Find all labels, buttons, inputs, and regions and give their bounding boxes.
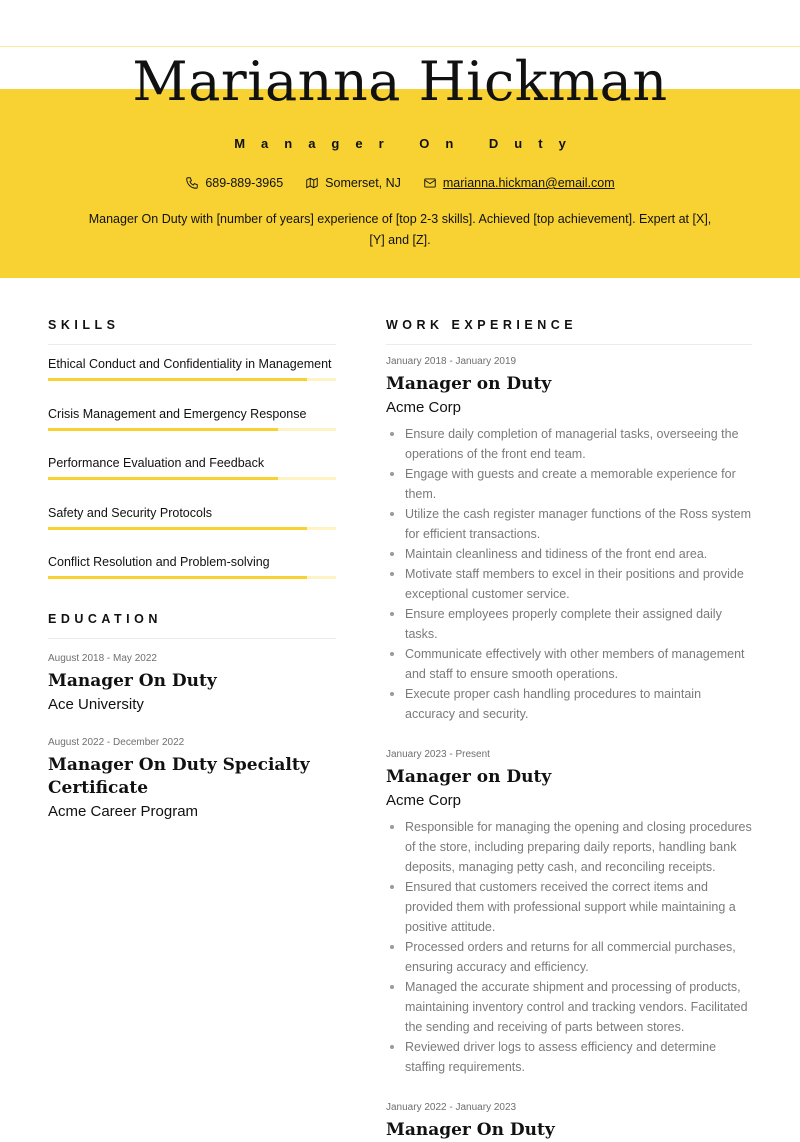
candidate-name: Marianna Hickman xyxy=(132,50,668,113)
bullet-list xyxy=(386,817,752,1077)
skill-level-fill xyxy=(48,477,278,480)
experience-heading: WORK EXPERIENCE xyxy=(386,318,752,345)
phone-text: 689-889-3965 xyxy=(205,176,284,190)
skill-name: Performance Evaluation and Feedback xyxy=(48,456,265,470)
skill-name: Conflict Resolution and Problem-solving xyxy=(48,555,270,569)
skills-list xyxy=(48,356,336,604)
right-column xyxy=(386,318,752,1142)
bullet-item: Processed orders and returns for all commercial purchases, ensuring accuracy and efficiency. xyxy=(386,937,752,977)
bullet-item: Maintain cleanliness and tidiness of the front end area. xyxy=(386,544,752,564)
contact-phone xyxy=(185,176,283,190)
bullet-item: Reviewed driver logs to assess efficiency and determine staffing requirements. xyxy=(386,1037,752,1077)
bullet-item: Responsible for managing the opening and closing procedures of the store, including preparing daily reports, handling bank deposits, managing petty cash, and reconciling receipts. xyxy=(386,817,752,877)
skill-level-fill xyxy=(48,527,307,530)
bullet-item: Execute proper cash handling procedures to maintain accuracy and security. xyxy=(386,684,752,724)
skill-level-bar xyxy=(48,477,336,480)
bullet-item: Ensure daily completion of managerial tasks, overseeing the operations of the front end team. xyxy=(386,424,752,464)
work-entry xyxy=(386,748,752,1077)
entry-date: August 2022 - December 2022 xyxy=(48,736,185,748)
contact-email[interactable] xyxy=(423,176,615,190)
entry-title: Manager On Duty Specialty Certificate xyxy=(48,754,310,798)
map-icon xyxy=(305,176,319,190)
skill-level-bar xyxy=(48,378,336,381)
bullet-item: Communicate effectively with other members of management and staff to ensure smooth operations. xyxy=(386,644,752,684)
skill-item xyxy=(48,406,336,456)
contact-row xyxy=(0,176,800,190)
bullet-list xyxy=(386,424,752,724)
education-entry xyxy=(48,736,336,822)
education-section xyxy=(48,612,336,822)
work-entry xyxy=(386,355,752,724)
education-entry xyxy=(48,652,336,715)
location-text: Somerset, NJ xyxy=(325,176,401,190)
bullet-item: Ensured that customers received the correct items and provided them with professional support while maintaining a positive attitude. xyxy=(386,877,752,937)
entry-date: August 2018 - May 2022 xyxy=(48,652,157,664)
contact-location xyxy=(305,176,401,190)
left-column xyxy=(48,318,336,822)
skill-item xyxy=(48,505,336,555)
skill-name: Safety and Security Protocols xyxy=(48,505,212,520)
entry-org: Acme Corp xyxy=(386,792,462,809)
profile-summary: Manager On Duty with [number of years] experience of [top 2-3 skills]. Achieved [top achievement]. Expert at [X], [Y] and [Z]. xyxy=(88,212,712,247)
skill-item xyxy=(48,554,336,604)
entry-org: Acme Corp xyxy=(386,399,462,416)
bullet-item: Managed the accurate shipment and processing of products, maintaining inventory control and tracking vendors. Facilitated the sending and receiving of parts between stores. xyxy=(386,977,752,1037)
skill-item xyxy=(48,356,336,406)
education-heading: EDUCATION xyxy=(48,612,336,639)
entry-org: Acme Career Program xyxy=(48,802,199,820)
entry-date: January 2018 - January 2019 xyxy=(386,356,517,367)
skill-level-bar xyxy=(48,428,336,431)
skills-heading: SKILLS xyxy=(48,318,336,345)
entry-date: January 2023 - Present xyxy=(386,749,490,760)
entry-date: January 2022 - January 2023 xyxy=(386,1102,517,1113)
phone-icon xyxy=(185,176,199,190)
skill-level-bar xyxy=(48,527,336,530)
work-entry xyxy=(386,1101,752,1142)
entry-org: Ace University xyxy=(48,695,144,713)
entry-title: Manager on Duty xyxy=(386,767,552,787)
skill-name: Crisis Management and Emergency Response xyxy=(48,406,307,421)
bullet-item: Ensure employees properly complete their assigned daily tasks. xyxy=(386,604,752,644)
bullet-item: Engage with guests and create a memorable experience for them. xyxy=(386,464,752,504)
entry-title: Manager On Duty xyxy=(48,670,217,691)
bullet-item: Motivate staff members to excel in their positions and provide exceptional customer service. xyxy=(386,564,752,604)
skill-level-fill xyxy=(48,378,307,381)
candidate-title: Manager On Duty xyxy=(234,136,582,151)
skill-level-bar xyxy=(48,576,336,579)
bullet-item: Utilize the cash register manager functions of the Ross system for efficient transactions. xyxy=(386,504,752,544)
entry-title: Manager On Duty xyxy=(386,1120,555,1140)
skill-name: Ethical Conduct and Confidentiality in Management xyxy=(48,357,332,371)
entry-title: Manager on Duty xyxy=(386,374,552,394)
skill-item xyxy=(48,455,336,505)
email-link[interactable]: marianna.hickman@email.com xyxy=(442,176,615,190)
skill-level-fill xyxy=(48,428,278,431)
mail-icon xyxy=(423,176,437,190)
skill-level-fill xyxy=(48,576,307,579)
